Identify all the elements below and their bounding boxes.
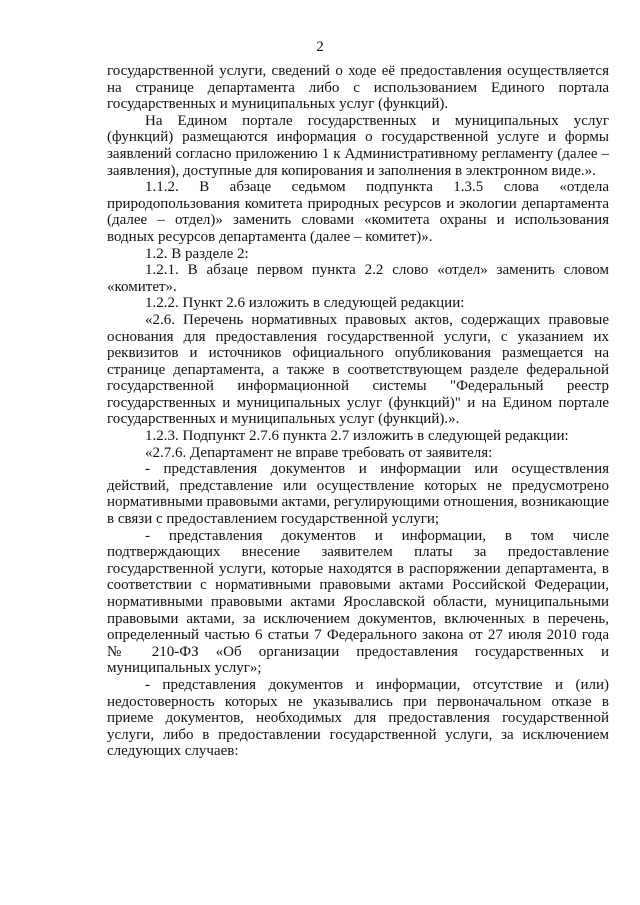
paragraph-service-info-continuation: государственной услуги, сведений о ходе её предоставления осуществляется на странице департамента либо с использованием Единого портала государственных и муниципальных услуг (функций).: [107, 63, 609, 113]
paragraph-1-2-2: 1.2.2. Пункт 2.6 изложить в следующей редакции:: [145, 295, 465, 312]
list-item-actions: - представления документов и информации или осуществления действий, представление или осуществление которых не предусмотрено нормативными правовыми актами, регулирующими отношения, возникающие в связи с предоставлением государственной услуги;: [107, 461, 609, 528]
list-item-documents: - представления документов и информации, в том числе подтверждающих внесение заявителем платы за предоставление государственной услуги, которые находятся в распоряжении департамента, в соответствии с нормативными правовыми актами Российской Федерации, нормативными правовыми актами Ярославской области, муниципальными правовыми актами, за исключением документов, включенных в перечень, определенный частью 6 статьи 7 Федерального закона от 27 июля 2010 года № 210-ФЗ «Об организации предоставления государственных и муниципальных услуг»;: [107, 527, 609, 677]
paragraph-1-1-2: 1.1.2. В абзаце седьмом подпункта 1.3.5 слова «отдела природопользования комитета природных ресурсов и экологии департамента (далее – отдел)» заменить словами «комитета охраны и использования водных ресурсов департамента (далее – комитет)».: [107, 179, 609, 245]
paragraph-1-2-3: 1.2.3. Подпункт 2.7.6 пункта 2.7 изложить в следующей редакции:: [145, 428, 569, 445]
paragraph-1-2-1: 1.2.1. В абзаце первом пункта 2.2 слово «отдел» заменить словом «комитет».: [107, 262, 609, 295]
paragraph-1-2: 1.2. В разделе 2:: [145, 245, 249, 262]
paragraph-2-6: «2.6. Перечень нормативных правовых актов, содержащих правовые основания для предоставления государственной услуги, с указанием их реквизитов и источников официального опубликования размещается на странице департамента, а также в соответствующем разделе федеральной государственной информационной системы "Федеральный реестр государственных и муниципальных услуг (функций)" и на Едином портале государственных и муниципальных услуг (функций).».: [107, 311, 609, 428]
paragraph-portal-info: На Едином портале государственных и муниципальных услуг (функций) размещаются информация о государственной услуге и формы заявлений согласно приложению 1 к Административному регламенту (далее – заявления), доступные для копирования и заполнения в электронном виде.».: [107, 112, 609, 179]
paragraph-2-7-6: «2.7.6. Департамент не вправе требовать от заявителя:: [145, 444, 493, 461]
list-item-invalid-documents: - представления документов и информации, отсутствие и (или) недостоверность которых не указывались при первоначальном отказе в приеме документов, необходимых для предоставления государственной услуги, либо в предоставлении государственной услуги, за исключением следующих случаев:: [107, 676, 609, 760]
page-number: 2: [316, 39, 324, 55]
document-body: [107, 63, 609, 760]
